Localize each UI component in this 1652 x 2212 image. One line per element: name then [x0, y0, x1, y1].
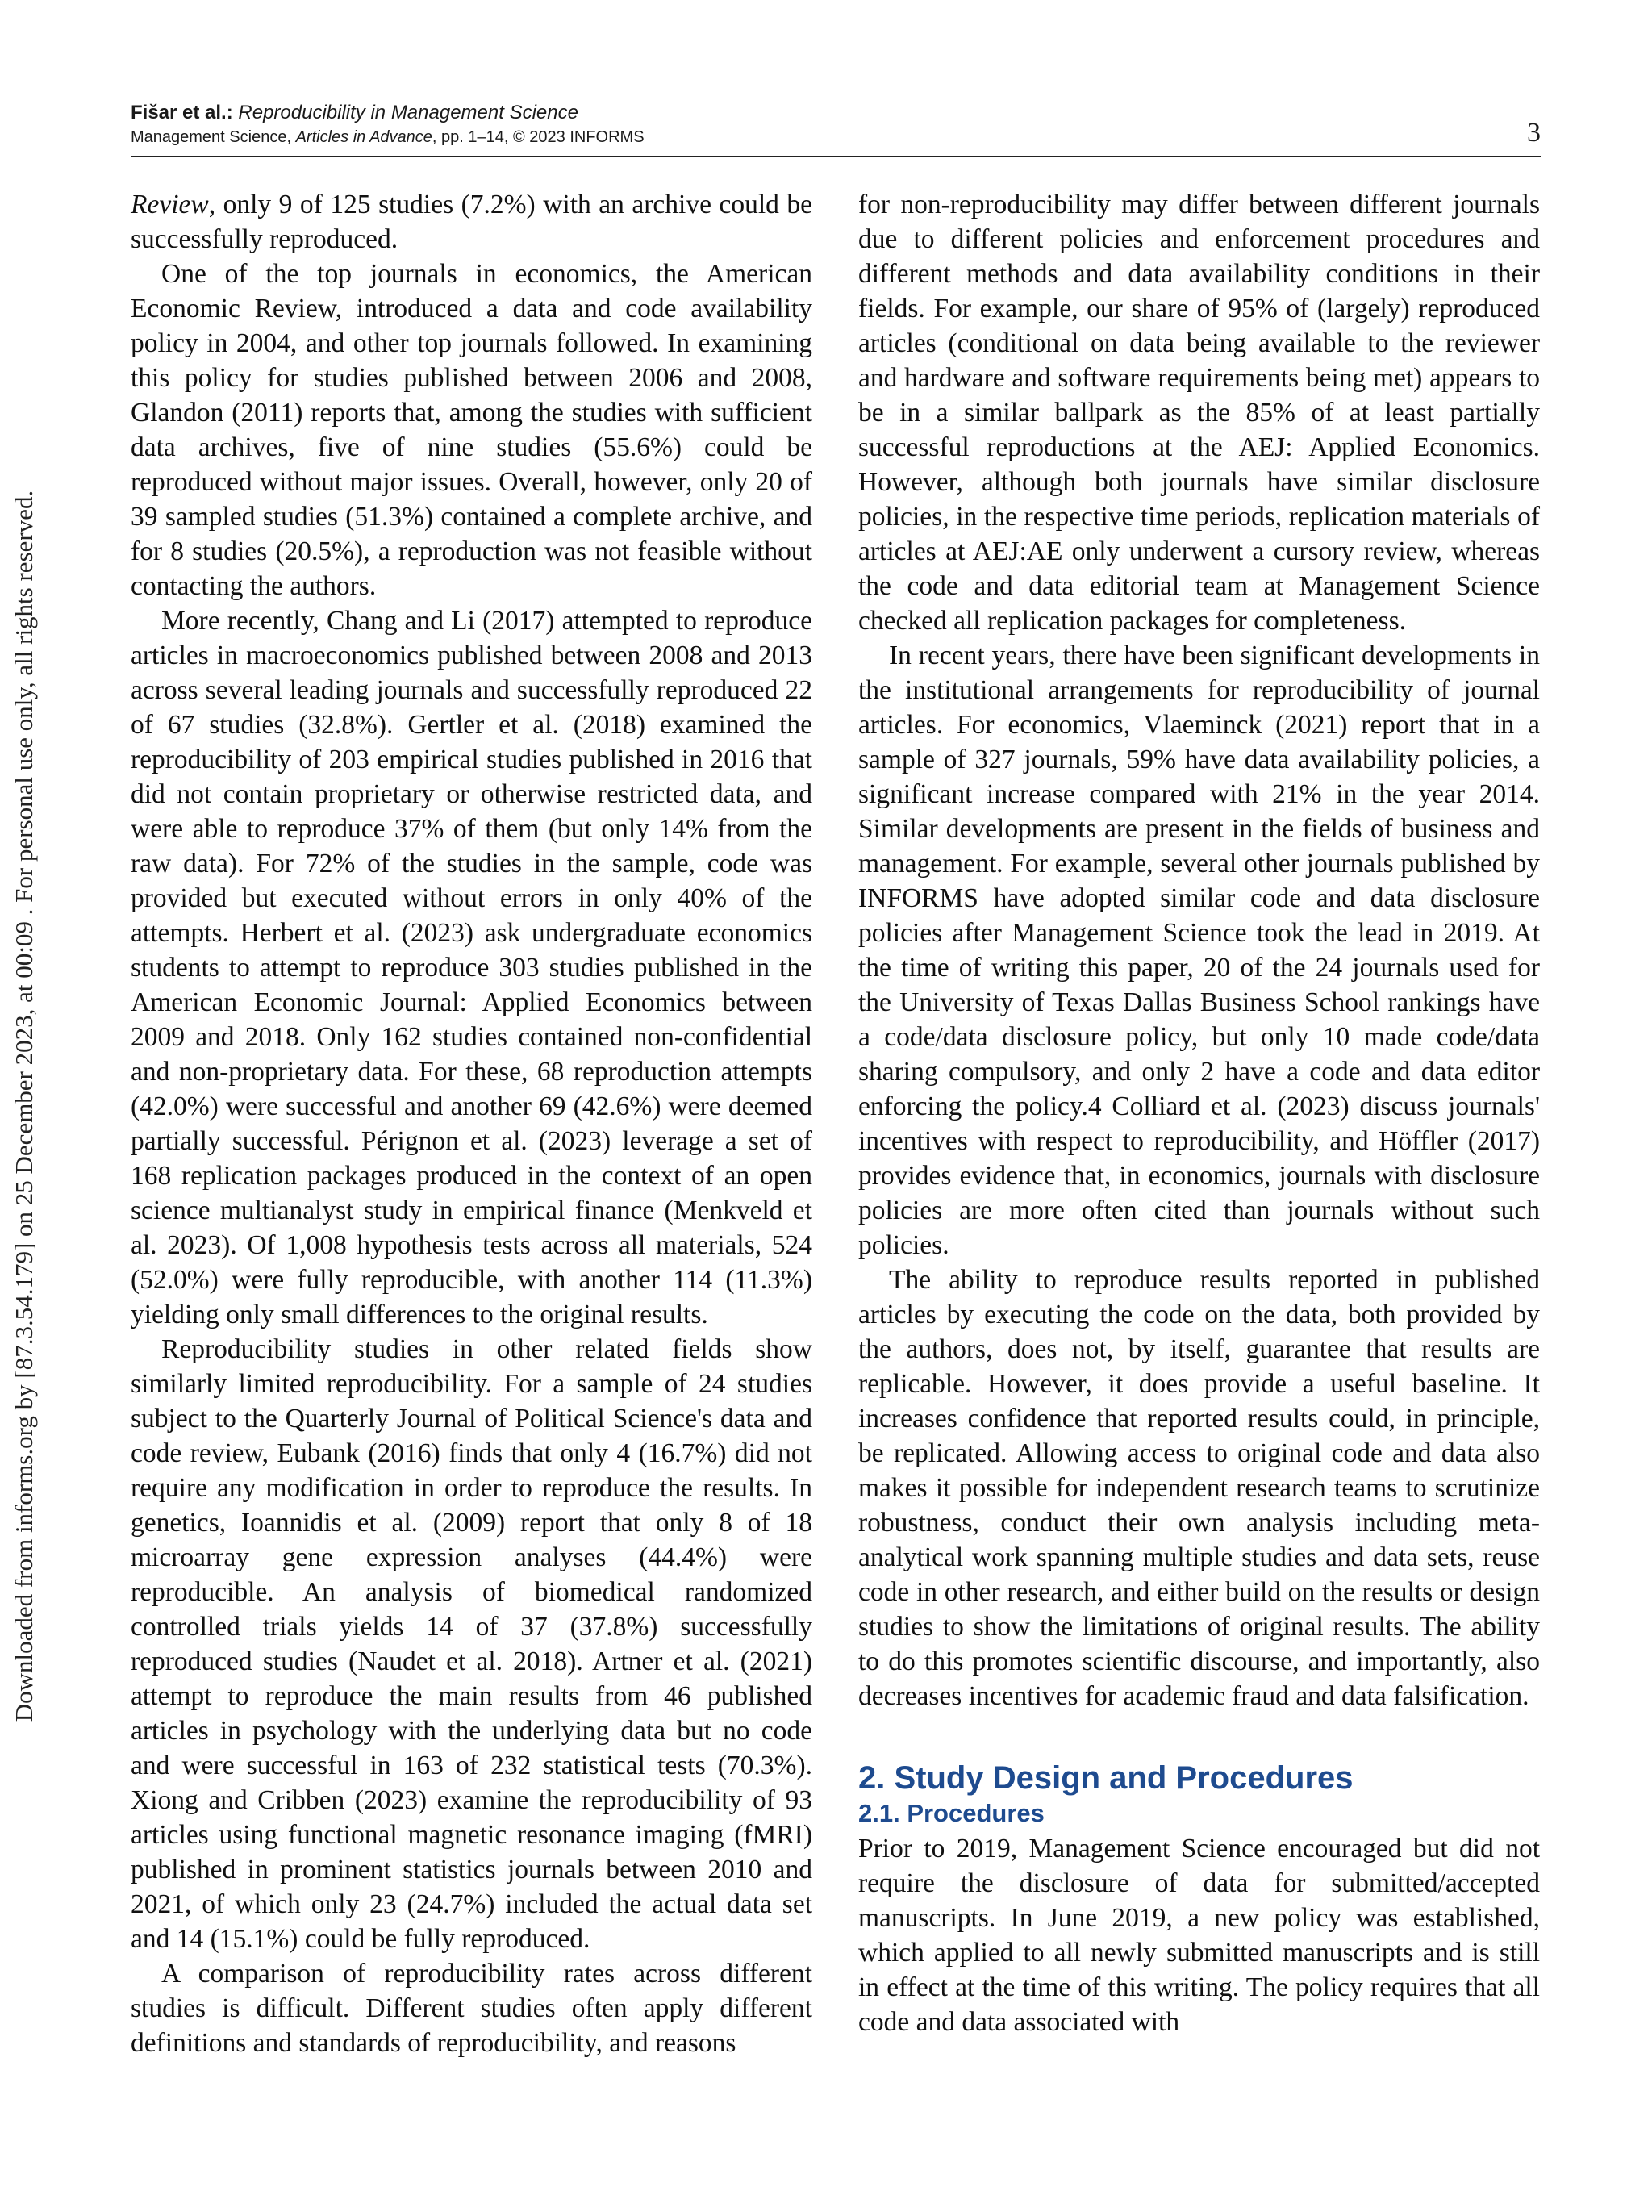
header-journal: Management Science, [131, 128, 292, 146]
right-column [858, 187, 1540, 2039]
left-paragraph-3: More recently, Chang and Li (2017) attempted to reproduce articles in macroeconomics published between 2008 and 2013 across several leading journals and successfully reproduced 22 of 67 studies (32.8%). Gertler et al. (2018) examined the reproducibility of 203 empirical studies published in 2016 that did not contain proprietary or otherwise restricted data, and were able to reproduce 37% of them (but only 14% from the raw data). For 72% of the studies in the sample, code was provided but executed without errors in only 40% of the attempts. Herbert et al. (2023) ask undergraduate economics students to attempt to reproduce 303 studies published in the American Economic Journal: Applied Economics between 2009 and 2018. Only 162 studies contained non-confidential and non-proprietary data. For these, 68 reproduction attempts (42.0%) were successful and another 69 (42.6%) were deemed partially successful. Pérignon et al. (2023) leverage a set of 168 replication packages produced in the context of an open science multianalyst study in empirical finance (Menkveld et al. 2023). Of 1,008 hypothesis tests across all materials, 524 (52.0%) were fully reproducible, with another 114 (11.3%) yielding only small differences to the original results. [131, 606, 812, 1329]
header-title: Reproducibility in Management Science [238, 102, 578, 123]
left-paragraph-5: A comparison of reproducibility rates across different studies is difficult. Different studies often apply different definitions and standards of reproducibility, and reasons [131, 1959, 812, 2058]
right-paragraph-2: In recent years, there have been significant developments in the institutional arrangements for reproducibility of journal articles. For economics, Vlaeminck (2021) report that in a sample of 327 journals, 59% have data availability policies, a significant increase compared with 21% in the year 2014. Similar developments are present in the fields of business and management. For example, several other journals published by INFORMS have adopted similar code and data disclosure policies after Management Science took the lead in 2019. At the time of writing this paper, 20 of the 24 journals used for the University of Texas Dallas Business School rankings have a code/data disclosure policy, but only 10 made code/data sharing compulsory, and only 2 have a code and data editor enforcing the policy.4 Colliard et al. (2023) discuss journals' incentives with respect to reproducibility, and Höffler (2017) provides evidence that, in economics, journals with disclosure policies are more often cited than journals without such policies. [858, 641, 1540, 1260]
right-paragraph-1: for non-reproducibility may differ between different journals due to different policies and enforcement procedures and different methods and data availability conditions in their fields. For example, our share of 95% of (largely) reproduced articles (conditional on data being available to the reviewer and hardware and software requirements being met) appears to be in a similar ballpark as the 85% of at least partially successful reproductions at the AEJ: Applied Economics. However, although both journals have similar disclosure policies, in the respective time periods, replication materials of articles at AEJ:AE only underwent a cursory review, whereas the code and data editorial team at Management Science checked all replication packages for completeness. [858, 190, 1540, 636]
header-pages: , pp. 1–14, © 2023 INFORMS [432, 128, 645, 146]
left-column [131, 187, 812, 2060]
left-paragraph-2: One of the top journals in economics, the American Economic Review, introduced a data and code availability policy in 2004, and other top journals followed. In examining this policy for studies published between 2006 and 2008, Glandon (2011) reports that, among the studies with sufficient data archives, five of nine studies (55.6%) could be reproduced without major issues. Overall, however, only 20 of 39 sampled studies (51.3%) contained a complete archive, and for 8 studies (20.5%), a reproduction was not feasible without contacting the authors. [131, 259, 812, 601]
header-issue: Articles in Advance [295, 128, 432, 146]
header-authors: Fišar et al.: [131, 102, 233, 123]
right-paragraph-3: The ability to reproduce results reported in published articles by executing the code on the data, both provided by the authors, does not, by itself, guarantee that results are replicable. However, it does provide a useful baseline. It increases confidence that reported results could, in principle, be replicated. Allowing access to original code and data also makes it possible for independent research teams to scrutinize robustness, conduct their own analysis including meta-analytical work spanning multiple studies and data sets, reuse code in other research, and either build on the results or design studies to show the limitations of original results. The ability to do this promotes scientific discourse, and importantly, also decreases incentives for academic fraud and data falsification. [858, 1265, 1540, 1711]
header-line-2 [131, 126, 1541, 148]
header-line-1 [131, 100, 1541, 126]
right-paragraph-4: Prior to 2019, Management Science encouraged but did not require the disclosure of data for submitted/accepted manuscripts. In June 2019, a new policy was established, which applied to all newly submitted manuscripts and is still in effect at the time of this writing. The policy requires that all code and data associated with [858, 1834, 1540, 2037]
page-number: 3 [1527, 118, 1541, 148]
left-paragraph-1: Review, only 9 of 125 studies (7.2%) with an archive could be successfully reproduced. [131, 190, 813, 254]
download-notice-text: Downloaded from informs.org by [87.3.54.179] on 25 December 2023, at 00:09 . For personal use only, all rights reserved. [10, 490, 39, 1722]
subsection-title: 2.1. Procedures [858, 1799, 1045, 1827]
running-header [131, 100, 1541, 165]
section-title: 2. Study Design and Procedures [858, 1760, 1354, 1796]
header-rule [131, 156, 1541, 157]
download-notice [6, 0, 42, 2212]
left-paragraph-4: Reproducibility studies in other related fields show similarly limited reproducibility. For a sample of 24 studies subject to the Quarterly Journal of Political Science's data and code review, Eubank (2016) finds that only 4 (16.7%) did not require any modification in order to reproduce the results. In genetics, Ioannidis et al. (2009) report that only 8 of 18 microarray gene expression analyses (44.4%) were reproducible. An analysis of biomedical randomized controlled trials yields 14 of 37 (37.8%) successfully reproduced studies (Naudet et al. 2018). Artner et al. (2021) attempt to reproduce the main results from 46 published articles in psychology with the underlying data but no code and were successful in 163 of 232 statistical tests (70.3%). Xiong and Cribben (2023) examine the reproducibility of 93 articles using functional magnetic resonance imaging (fMRI) published in prominent statistics journals between 2010 and 2021, of which only 23 (24.7%) included the actual data set and 14 (15.1%) could be fully reproduced. [131, 1334, 812, 1954]
